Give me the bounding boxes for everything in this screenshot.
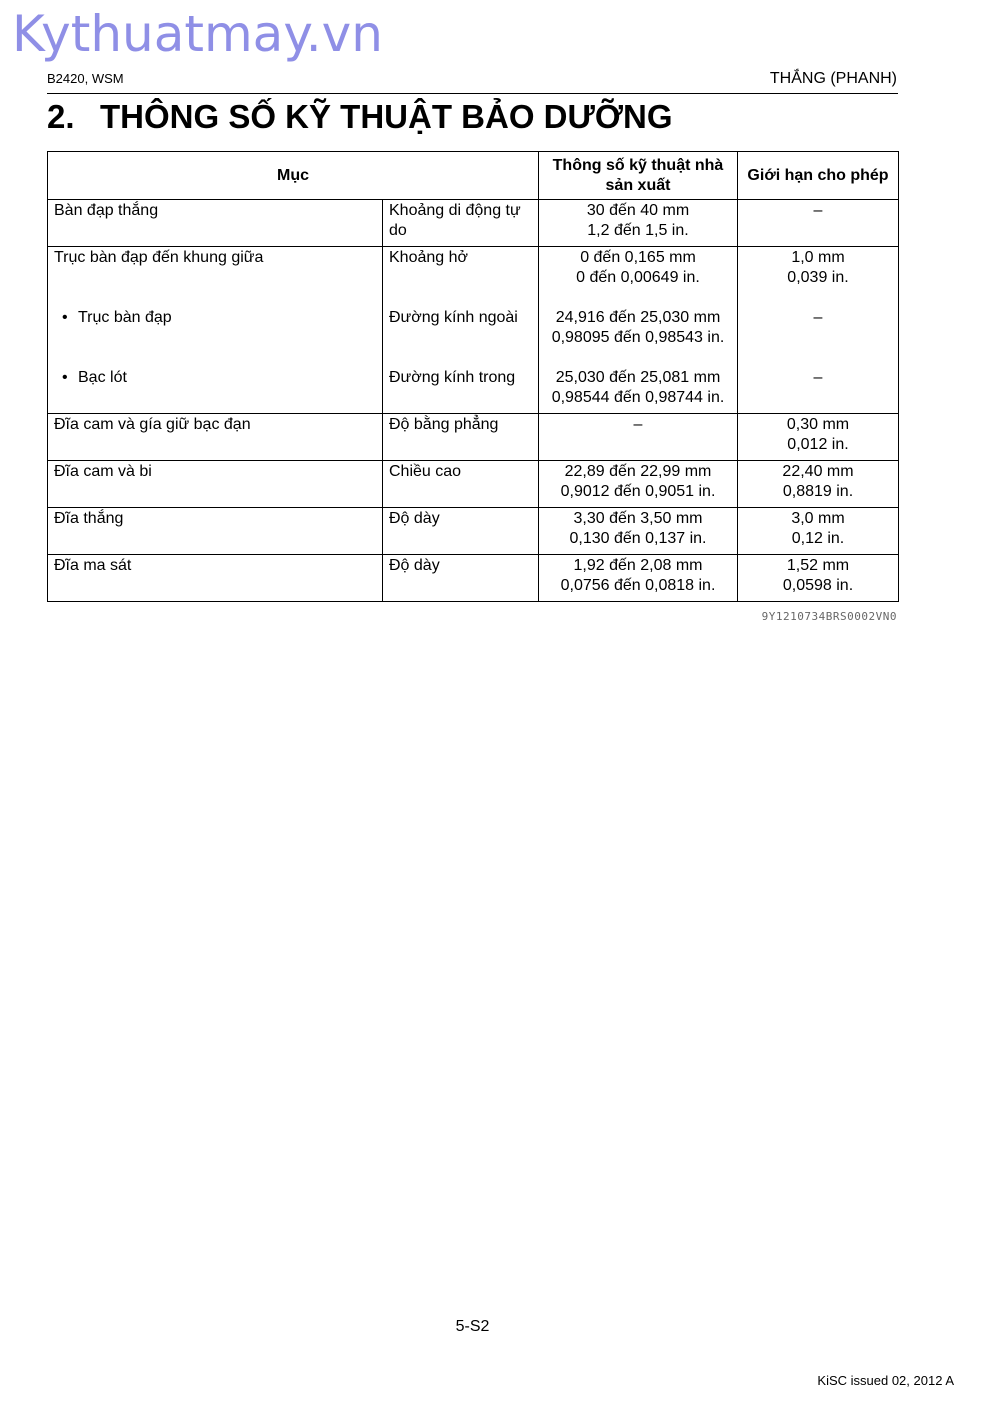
table-row bbox=[48, 508, 899, 555]
header-divider bbox=[47, 93, 898, 94]
limit-value-block bbox=[744, 556, 892, 596]
spec-value-block bbox=[545, 201, 731, 241]
spec-value-block bbox=[545, 248, 731, 288]
item-label: Bàn đạp thắng bbox=[54, 202, 159, 219]
spec-table bbox=[47, 151, 899, 602]
limit-value: 0,8819 in. bbox=[782, 483, 854, 500]
spec-value: 0,0756 đến 0,0818 in. bbox=[560, 577, 716, 594]
feature-cell bbox=[383, 247, 539, 414]
feature-label: Khoảng di động tự do bbox=[389, 202, 521, 239]
limit-value: – bbox=[813, 369, 823, 386]
limit-value: 1,0 mm bbox=[791, 249, 845, 266]
item-label: Trục bàn đạp bbox=[78, 309, 172, 326]
item-label: Đĩa cam và gía giữ bạc đạn bbox=[54, 416, 251, 433]
feature-cell bbox=[383, 414, 539, 461]
limit-value: – bbox=[813, 202, 823, 219]
item-label: Đĩa thắng bbox=[54, 510, 124, 527]
spec-value: 0 đến 0,165 mm bbox=[580, 249, 696, 266]
issue-info: KiSC issued 02, 2012 A bbox=[817, 1373, 954, 1388]
feature-label: Khoảng hở bbox=[389, 249, 468, 266]
item-cell bbox=[48, 414, 383, 461]
spec-value: 0,98544 đến 0,98744 in. bbox=[551, 389, 725, 406]
feature-label: Độ dày bbox=[389, 510, 440, 527]
item-label: Bạc lót bbox=[78, 369, 127, 386]
limit-value-block bbox=[744, 308, 892, 348]
item-block bbox=[54, 556, 376, 596]
header-spec: Thông số kỹ thuật nhà sản xuất bbox=[539, 152, 738, 200]
table-row bbox=[48, 461, 899, 508]
feature-label: Chiều cao bbox=[389, 463, 462, 480]
spec-value: 1,92 đến 2,08 mm bbox=[573, 557, 703, 574]
header-item: Mục bbox=[48, 152, 539, 200]
spec-value: 0,98095 đến 0,98543 in. bbox=[551, 329, 725, 346]
spec-cell bbox=[539, 200, 738, 247]
item-cell bbox=[48, 200, 383, 247]
spec-value-block bbox=[545, 556, 731, 596]
item-block bbox=[54, 368, 376, 408]
header-model: B2420, WSM bbox=[47, 71, 124, 86]
page-number: 5-S2 bbox=[455, 1318, 490, 1335]
table-row bbox=[48, 200, 899, 247]
table-row bbox=[48, 414, 899, 461]
item-label: Trục bàn đạp đến khung giữa bbox=[54, 249, 264, 266]
feature-cell bbox=[383, 555, 539, 602]
limit-value: 0,039 in. bbox=[787, 269, 849, 286]
item-cell bbox=[48, 461, 383, 508]
feature-label: Đường kính ngoài bbox=[389, 309, 518, 326]
spec-value: 1,2 đến 1,5 in. bbox=[587, 222, 689, 239]
feature-label: Độ bằng phẳng bbox=[389, 416, 499, 433]
section-title-text: THÔNG SỐ KỸ THUẬT BẢO DƯỠNG bbox=[100, 98, 673, 135]
feature-cell bbox=[383, 461, 539, 508]
bullet-marker: • bbox=[62, 369, 68, 386]
item-block bbox=[54, 509, 376, 549]
spec-value: 25,030 đến 25,081 mm bbox=[555, 369, 721, 386]
spec-value: 0 đến 0,00649 in. bbox=[576, 269, 700, 286]
limit-value: 0,0598 in. bbox=[782, 577, 854, 594]
spec-cell bbox=[539, 461, 738, 508]
feature-cell bbox=[383, 200, 539, 247]
spec-cell bbox=[539, 414, 738, 461]
item-cell bbox=[48, 247, 383, 414]
spec-value: 0,9012 đến 0,9051 in. bbox=[560, 483, 716, 500]
limit-value: – bbox=[813, 309, 823, 326]
limit-value: 3,0 mm bbox=[791, 510, 845, 527]
spec-value-block bbox=[545, 308, 731, 348]
limit-value-block bbox=[744, 368, 892, 408]
document-code: 9Y1210734BRS0002VN0 bbox=[761, 610, 897, 623]
item-block bbox=[54, 415, 376, 455]
limit-value-block bbox=[744, 462, 892, 502]
item-block bbox=[54, 201, 376, 241]
feature-label: Đường kính trong bbox=[389, 369, 516, 386]
spec-value: 22,89 đến 22,99 mm bbox=[564, 463, 712, 480]
item-block bbox=[54, 248, 376, 288]
limit-value-block bbox=[744, 415, 892, 455]
limit-value: 0,012 in. bbox=[787, 436, 849, 453]
spec-value-block bbox=[545, 509, 731, 549]
spec-value: 0,130 đến 0,137 in. bbox=[569, 530, 707, 547]
feature-label: Độ dày bbox=[389, 557, 440, 574]
item-block bbox=[54, 308, 376, 348]
item-block bbox=[54, 462, 376, 502]
limit-value: 1,52 mm bbox=[786, 557, 850, 574]
spec-value: – bbox=[633, 416, 643, 433]
section-number: 2. bbox=[47, 98, 75, 135]
item-cell bbox=[48, 555, 383, 602]
table-body bbox=[48, 200, 899, 602]
item-label: Đĩa ma sát bbox=[54, 557, 132, 574]
bullet-marker: • bbox=[62, 309, 68, 326]
spec-value: 24,916 đến 25,030 mm bbox=[555, 309, 721, 326]
limit-cell bbox=[738, 414, 899, 461]
spec-cell bbox=[539, 508, 738, 555]
spec-value: 3,30 đến 3,50 mm bbox=[573, 510, 703, 527]
limit-value: 0,12 in. bbox=[791, 530, 845, 547]
limit-cell bbox=[738, 200, 899, 247]
header-limit: Giới hạn cho phép bbox=[738, 152, 899, 200]
limit-value: 22,40 mm bbox=[782, 463, 854, 480]
table-row bbox=[48, 555, 899, 602]
table-row bbox=[48, 247, 899, 414]
spec-value-block bbox=[545, 368, 731, 408]
limit-value-block bbox=[744, 248, 892, 288]
limit-cell bbox=[738, 555, 899, 602]
limit-cell bbox=[738, 461, 899, 508]
spec-value-block bbox=[545, 462, 731, 502]
spec-cell bbox=[539, 247, 738, 414]
spec-value: 30 đến 40 mm bbox=[586, 202, 690, 219]
spec-cell bbox=[539, 555, 738, 602]
limit-cell bbox=[738, 508, 899, 555]
item-cell bbox=[48, 508, 383, 555]
limit-value-block bbox=[744, 201, 892, 241]
limit-cell bbox=[738, 247, 899, 414]
item-label: Đĩa cam và bi bbox=[54, 463, 152, 480]
feature-cell bbox=[383, 508, 539, 555]
section-title bbox=[47, 97, 673, 137]
table-header-row bbox=[48, 152, 899, 200]
watermark-logo: Kythuatmay.vn bbox=[12, 5, 383, 63]
header-chapter: THẮNG (PHANH) bbox=[769, 70, 897, 87]
limit-value-block bbox=[744, 509, 892, 549]
limit-value: 0,30 mm bbox=[786, 416, 850, 433]
spec-value-block bbox=[545, 415, 731, 455]
